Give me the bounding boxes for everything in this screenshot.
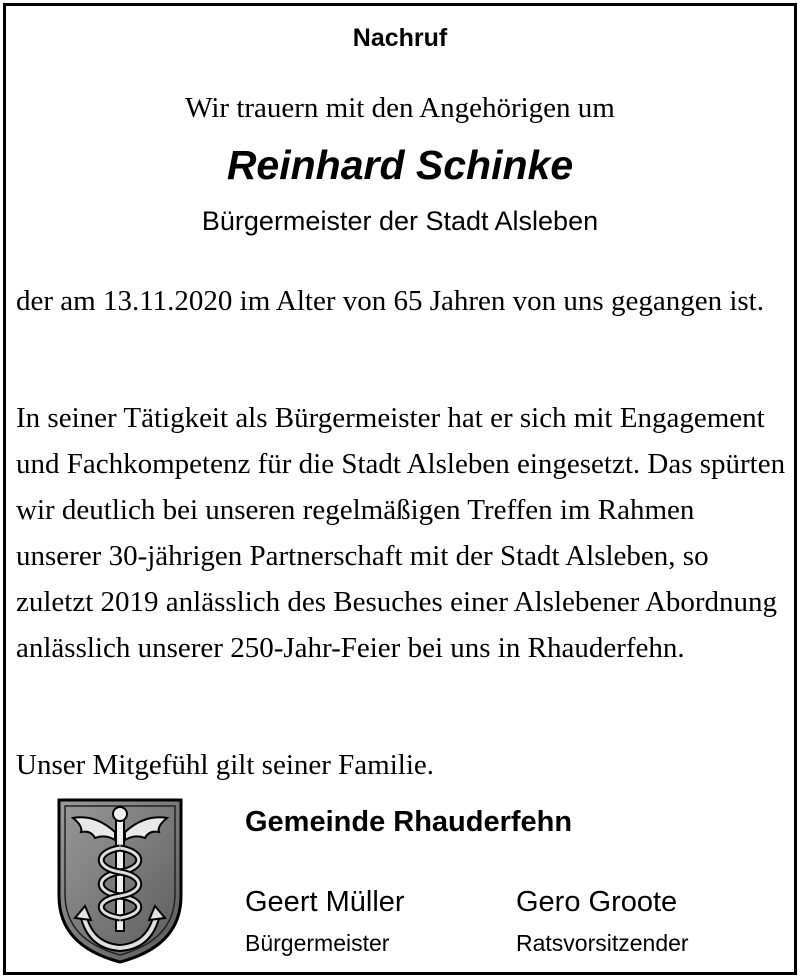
- paragraph-tribute: In seiner Tätigkeit als Bürgermeister hat er sich mit Engagement und Fachkompetenz für die Stadt Alsleben eingesetzt. Das spürten wir deutlich bei unseren regelmäßigen Treffen im Rahmen unserer 30-jährigen Partnerschaft mit der Stadt Alsleben, so zuletzt 2019 anlässlich des Besuches einer Alslebener Abordnung anlässlich unserer 250-Jahr-Feier bei uns in Rhauderfehn.: [16, 402, 786, 664]
- organization-name: Gemeinde Rhauderfehn: [245, 806, 573, 838]
- signatory-title-1: Bürgermeister: [245, 930, 390, 956]
- deceased-name: Reinhard Schinke: [226, 142, 574, 188]
- coat-of-arms-icon: [55, 796, 185, 966]
- deceased-role: Bürgermeister der Stadt Alsleben: [201, 206, 599, 236]
- paragraph-condolence: Unser Mitgefühl gilt seiner Familie.: [16, 749, 435, 781]
- notice-title: Nachruf: [352, 24, 448, 52]
- intro-line: Wir trauern mit den Angehörigen um: [185, 92, 615, 124]
- signatory-name-2: Gero Groote: [516, 886, 678, 918]
- paragraph-passing: der am 13.11.2020 im Alter von 65 Jahren von uns gegangen ist.: [16, 285, 764, 317]
- signatory-title-2: Ratsvorsitzender: [516, 930, 689, 956]
- signatory-name-1: Geert Müller: [245, 886, 405, 918]
